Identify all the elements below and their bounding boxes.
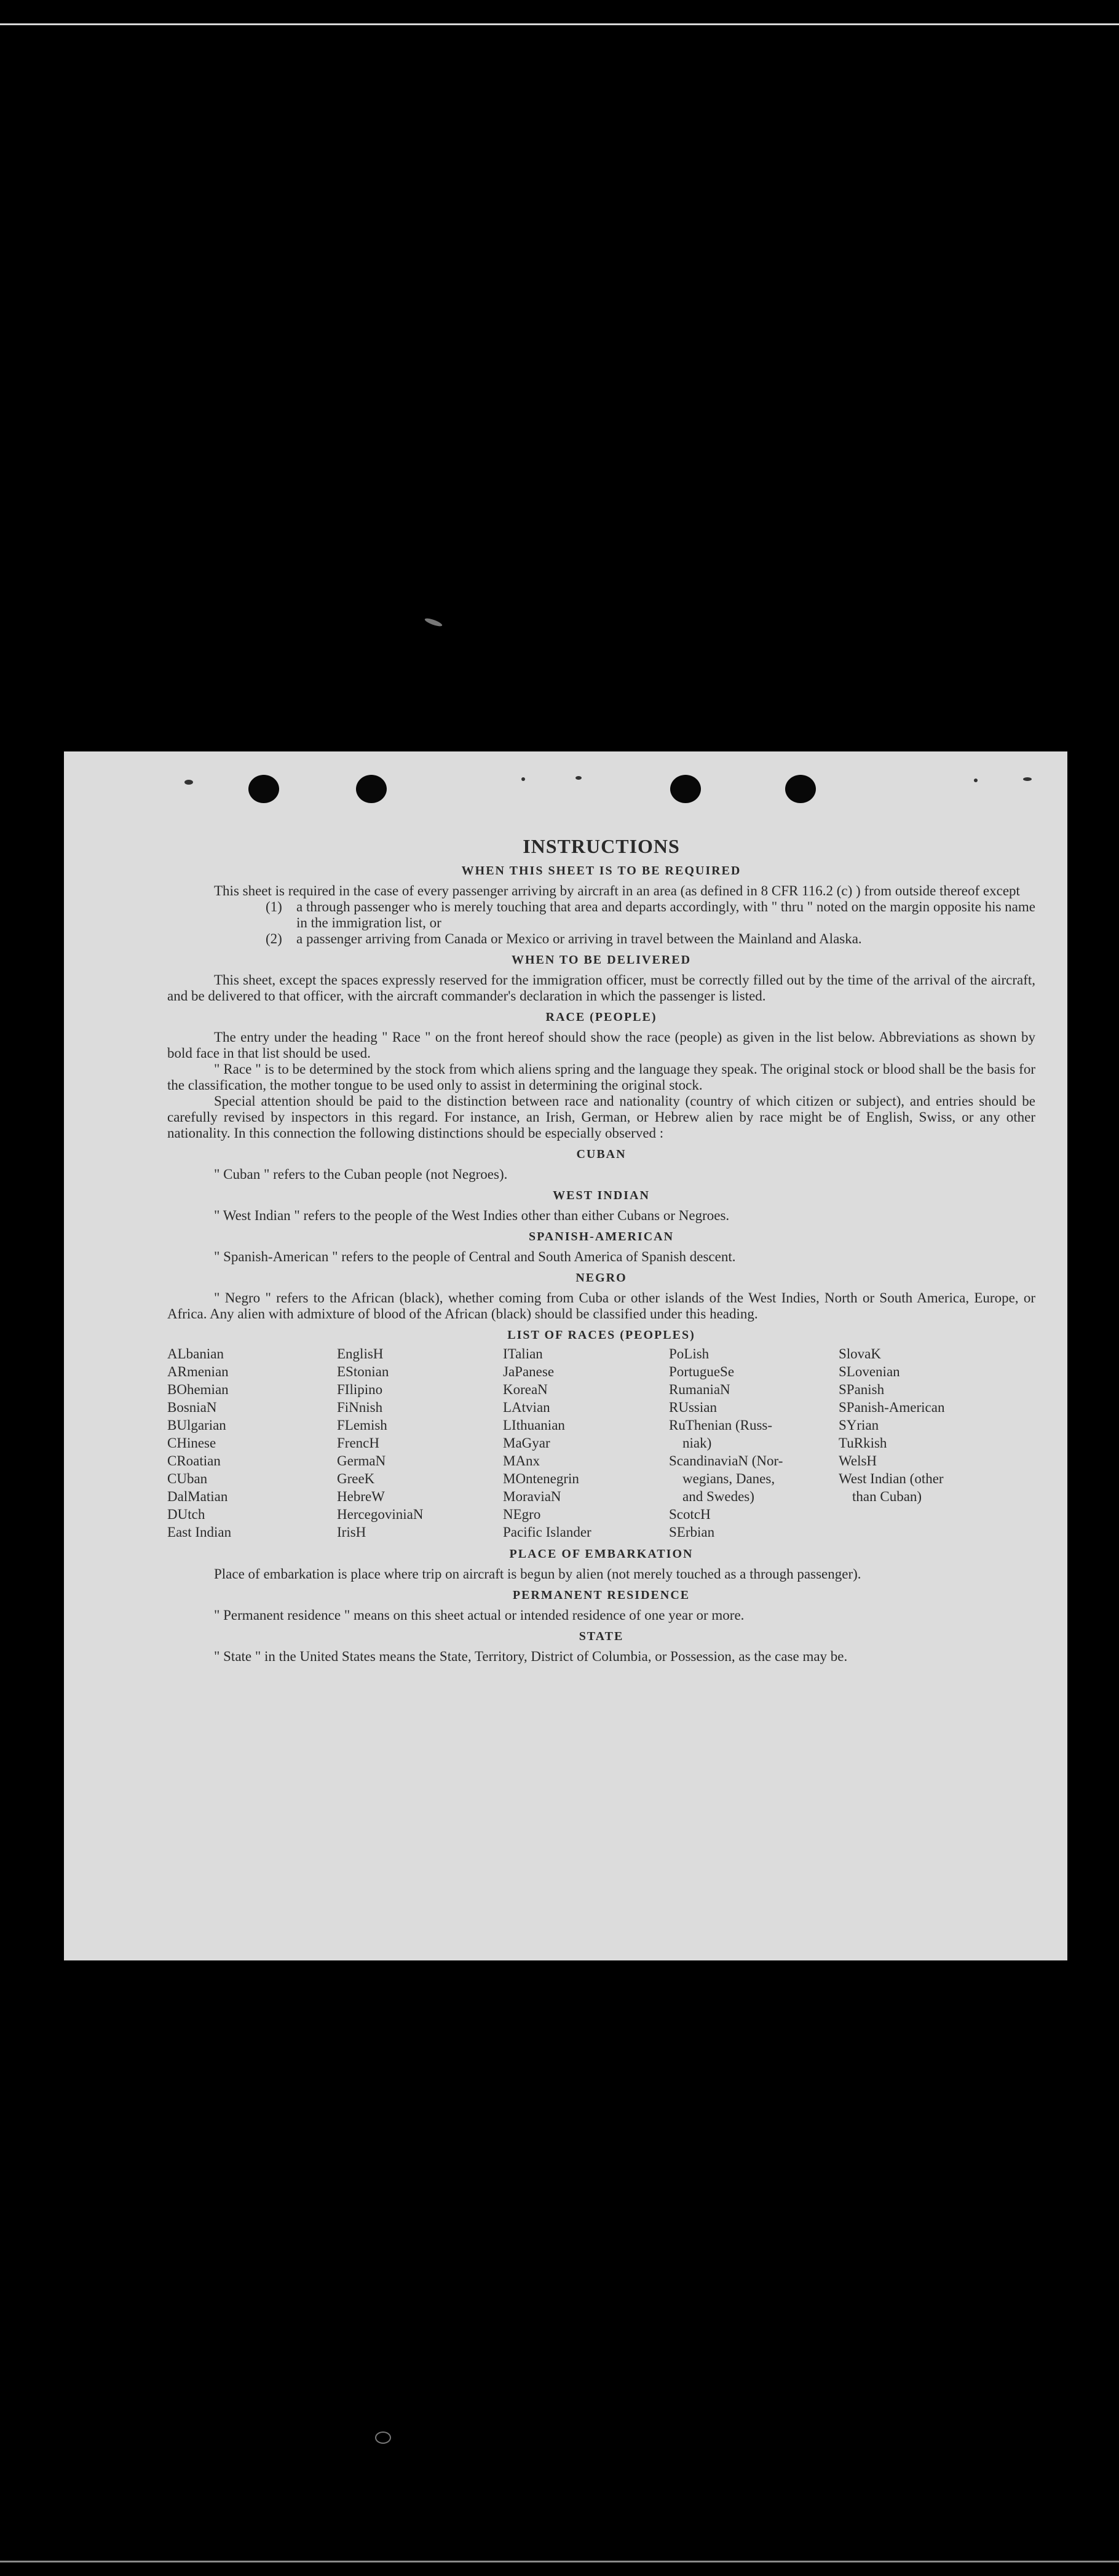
race-entry: SPanish-American [839,1400,945,1415]
punch-hole [670,775,701,803]
race-entry: BUlgarian [167,1417,226,1433]
exception-number: (2) [266,931,282,946]
heading-list-of-races: LIST OF RACES (PEOPLES) [507,1328,695,1342]
instructions-content [167,835,1035,1665]
paper-mark [575,776,582,780]
race-entry: ScotcH [669,1507,711,1522]
races-column [337,1345,503,1541]
race-entry: SlovaK [839,1346,881,1361]
paper-mark [1023,777,1032,781]
exception-text: a passenger arriving from Canada or Mexico or arriving in travel between the Mainland and Alaska. [296,931,862,946]
race-entry: RuThenian (Russ- [669,1417,773,1433]
scan-speck [424,617,443,628]
race-entry: and Swedes) [682,1489,754,1504]
race-entry: MOntenegrin [503,1471,579,1486]
race-entry: BosniaN [167,1400,217,1415]
document-page [64,751,1067,1960]
race-entry: MoraviaN [503,1489,561,1504]
race-entry: LIthuanian [503,1417,565,1433]
race-entry: DalMatian [167,1489,228,1504]
heading-state: STATE [579,1630,624,1643]
race-entry: FIlipino [337,1382,383,1397]
race-entry: East Indian [167,1524,232,1540]
race-entry: GermaN [337,1453,386,1468]
race-entry: EStonian [337,1364,389,1379]
west-indian-text: " West Indian " refers to the people of the West Indies other than either Cubans or Negroes. [214,1208,730,1223]
page-title: INSTRUCTIONS [523,835,680,857]
embarkation-text: Place of embarkation is place where trip on aircraft is begun by alien (not merely touched as a through passenger). [214,1566,861,1582]
exception-item [266,931,1035,947]
race-entry: KoreaN [503,1382,548,1397]
race-entry: MaGyar [503,1435,550,1451]
race-entry: than Cuban) [852,1489,922,1504]
punch-hole [248,775,279,803]
paper-mark [974,779,978,782]
race-entry: EnglisH [337,1346,384,1361]
race-entry: FLemish [337,1417,387,1433]
race-entry: West Indian (other [839,1471,944,1486]
heading-cuban: CUBAN [576,1147,627,1161]
race-entry: SLovenian [839,1364,900,1379]
scan-top-border [0,23,1119,25]
race-entry: ARmenian [167,1364,229,1379]
race-entry: PortugueSe [669,1364,735,1379]
race-entry: HebreW [337,1489,385,1504]
cuban-text: " Cuban " refers to the Cuban people (not Negroes). [214,1167,508,1182]
exception-text: a through passenger who is merely touching that area and departs accordingly, with " thru " noted on the margin opposite his name in the immigration list, or [296,899,1035,930]
race-entry: WelsH [839,1453,877,1468]
heading-race: RACE (PEOPLE) [545,1010,657,1024]
when-required-intro: This sheet is required in the case of every passenger arriving by aircraft in an area (as defined in 8 CFR 116.2 (c) ) from outside thereof except [214,883,1020,898]
race-entry: niak) [682,1435,712,1451]
exception-number: (1) [266,899,282,914]
paper-mark [184,780,193,785]
race-entry: ALbanian [167,1346,224,1361]
heading-when-delivered: WHEN TO BE DELIVERED [511,953,692,967]
race-entry: DUtch [167,1507,205,1522]
race-entry: SYrian [839,1417,879,1433]
race-entry: FrencH [337,1435,379,1451]
race-entry: RUssian [669,1400,717,1415]
race-entry: SErbian [669,1524,715,1540]
race-entry: CRoatian [167,1453,221,1468]
race-entry: NEgro [503,1507,541,1522]
state-text: " State " in the United States means the State, Territory, District of Columbia, or Possession, as the case may be. [214,1649,848,1664]
race-entry: wegians, Danes, [682,1471,775,1486]
race-entry: Pacific Islander [503,1524,591,1540]
race-entry: ScandinaviaN (Nor- [669,1453,783,1468]
race-entry: ITalian [503,1346,543,1361]
heading-when-required: WHEN THIS SHEET IS TO BE REQUIRED [461,864,741,878]
race-paragraph: The entry under the heading " Race " on the front hereof should show the race (people) as given in the list below. Abbreviations as shown by bold face in that list should be used. [167,1029,1035,1061]
race-entry: TuRkish [839,1435,887,1451]
residence-text: " Permanent residence " means on this sheet actual or intended residence of one year or more. [214,1607,745,1623]
race-entry: GreeK [337,1471,375,1486]
race-paragraph: Special attention should be paid to the distinction between race and nationality (country of which citizen or subject), and entries should be carefully revised by inspectors in this regard. For instance, an Irish, German, or Hebrew alien by race might be of English, Swiss, or any other nationality. In this connection the following distinctions should be especially observed : [167,1093,1035,1141]
negro-text: " Negro " refers to the African (black), whether coming from Cuba or other islands of the West Indies, North or South America, Europe, or Africa. Any alien with admixture of blood of the African (black) should be classified under this heading. [167,1290,1035,1322]
race-entry: HercegoviniaN [337,1507,424,1522]
race-entry: IrisH [337,1524,366,1540]
exception-item [266,899,1035,931]
race-entry: RumaniaN [669,1382,730,1397]
heading-negro: NEGRO [575,1271,627,1285]
scan-bottom-border [0,2561,1119,2562]
heading-embarkation: PLACE OF EMBARKATION [509,1547,694,1561]
race-entry: CUban [167,1471,208,1486]
race-entry: LAtvian [503,1400,550,1415]
race-entry: SPanish [839,1382,885,1397]
paper-mark [521,777,525,781]
race-paragraph: " Race " is to be determined by the stock from which aliens spring and the language they speak. The original stock or blood shall be the basis for the classification, the mother tongue to be used only to assist in determining the original stock. [167,1061,1035,1093]
race-entry: PoLish [669,1346,710,1361]
when-delivered-text: This sheet, except the spaces expressly reserved for the immigration officer, must be correctly filled out by the time of the arrival of the aircraft, and be delivered to that officer, with the aircraft commander's declaration in which the passenger is listed. [167,972,1035,1004]
spanish-american-text: " Spanish-American " refers to the people of Central and South America of Spanish descent. [214,1249,736,1264]
race-entry: MAnx [503,1453,540,1468]
heading-spanish-american: SPANISH-AMERICAN [528,1230,674,1243]
race-entry: CHinese [167,1435,216,1451]
races-column [839,1345,1023,1541]
race-entry: FiNnish [337,1400,383,1415]
punch-hole [785,775,816,803]
heading-west-indian: WEST INDIAN [553,1189,650,1202]
races-column [503,1345,669,1541]
races-column [669,1345,839,1541]
race-entry: JaPanese [503,1364,555,1379]
heading-permanent-residence: PERMANENT RESIDENCE [512,1588,690,1602]
punch-hole [356,775,387,803]
races-list [167,1345,1035,1541]
races-column [167,1345,337,1541]
race-entry: BOhemian [167,1382,229,1397]
scan-speck [375,2431,391,2444]
